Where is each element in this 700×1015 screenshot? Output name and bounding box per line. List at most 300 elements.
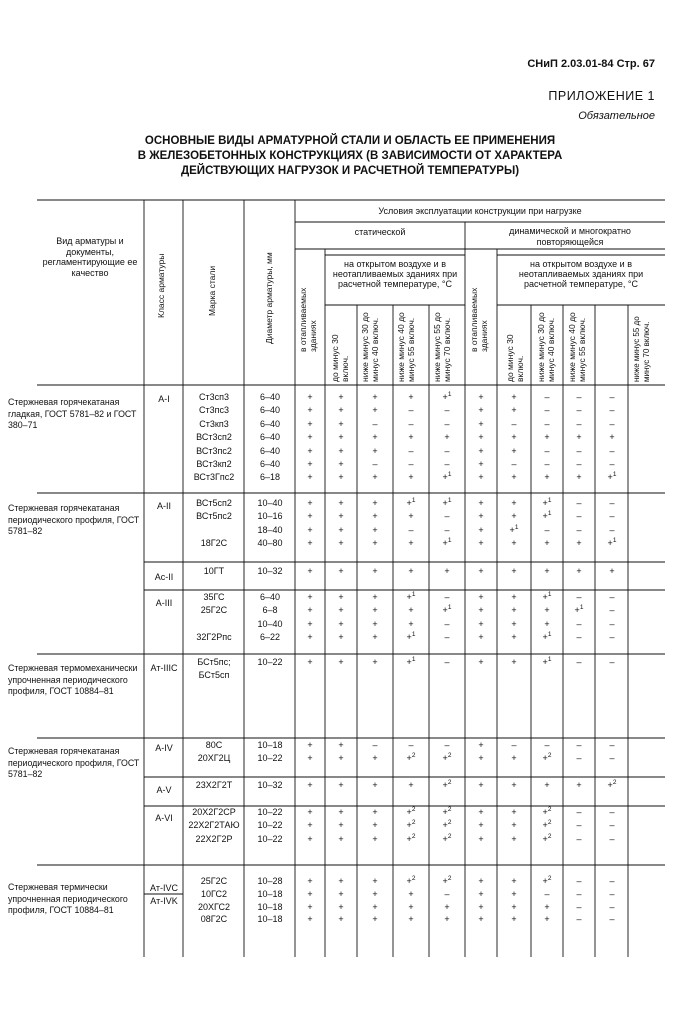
applicability-sign: + xyxy=(408,780,414,790)
applicability-sign: + xyxy=(307,392,313,402)
sign-footnote: 2 xyxy=(547,806,552,813)
title-line-3: ДЕЙСТВУЮЩИХ НАГРУЗОК И РАСЧЕТНОЙ ТЕМПЕРАТУРЫ) xyxy=(180,165,520,177)
applicability-sign: + xyxy=(338,472,344,483)
applicability-sign xyxy=(539,498,555,508)
sign-footnote: 1 xyxy=(447,604,452,612)
sign-footnote: 2 xyxy=(411,819,416,827)
applicability-sign: – xyxy=(444,632,450,643)
applicability-sign: – xyxy=(372,740,378,750)
sign-base: + xyxy=(406,498,412,508)
sign-footnote: 1 xyxy=(411,656,416,663)
applicability-sign: + xyxy=(372,914,378,925)
applicability-sign: – xyxy=(609,820,615,831)
applicability-sign: – xyxy=(576,901,582,912)
applicability-sign: – xyxy=(609,524,615,535)
applicability-sign: + xyxy=(338,459,344,469)
applicability-sign: + xyxy=(544,538,550,549)
sign-footnote: 1 xyxy=(411,631,416,639)
applicability-sign: – xyxy=(609,833,615,844)
applicability-sign: + xyxy=(307,472,313,483)
header-diameter: Диаметр арматуры, мм xyxy=(264,252,274,344)
applicability-sign: – xyxy=(609,459,615,469)
bar-diameter: 6–40 xyxy=(259,445,281,456)
applicability-sign: – xyxy=(576,914,582,925)
applicability-sign: + xyxy=(338,740,344,750)
applicability-sign: – xyxy=(444,459,450,469)
bar-diameter: 6–8 xyxy=(262,605,278,616)
applicability-sign xyxy=(403,498,419,508)
applicability-sign: + xyxy=(408,618,414,629)
applicability-sign: + xyxy=(478,780,484,790)
applicability-sign xyxy=(604,472,620,482)
applicability-sign: + xyxy=(576,432,582,443)
applicability-sign xyxy=(539,592,555,602)
applicability-sign xyxy=(439,876,455,886)
applicability-sign: – xyxy=(544,888,550,899)
applicability-sign: – xyxy=(544,392,550,402)
applicability-sign: + xyxy=(478,418,484,429)
header-conditions: Условия эксплуатации конструкции при нагрузке xyxy=(378,206,582,216)
sign-base: + xyxy=(406,632,412,643)
applicability-sign: – xyxy=(609,392,615,402)
applicability-sign: + xyxy=(511,498,517,508)
sign-base: + xyxy=(542,820,548,831)
applicability-sign: + xyxy=(338,632,344,643)
applicability-sign: – xyxy=(444,592,450,602)
sign-base: + xyxy=(406,657,412,667)
applicability-sign: + xyxy=(338,807,344,817)
applicability-sign: – xyxy=(576,657,582,667)
applicability-sign: + xyxy=(338,605,344,616)
applicability-sign: + xyxy=(478,511,484,522)
applicability-sign: + xyxy=(478,914,484,925)
applicability-sign: – xyxy=(444,418,450,429)
header-heated-static: в отапливаемых зданиях xyxy=(298,287,318,352)
bar-diameter: 6–40 xyxy=(259,392,281,402)
applicability-sign: – xyxy=(544,524,550,535)
applicability-sign: – xyxy=(576,418,582,429)
sign-base: + xyxy=(542,753,548,764)
applicability-sign: + xyxy=(372,876,378,886)
bar-diameter: 10–28 xyxy=(257,876,283,886)
sign-footnote: 2 xyxy=(447,779,452,786)
applicability-sign: – xyxy=(576,405,582,416)
applicability-sign: + xyxy=(307,592,313,602)
applicability-sign: + xyxy=(511,807,517,817)
sign-base: + xyxy=(406,807,412,817)
applicability-sign: – xyxy=(544,459,550,469)
applicability-sign: + xyxy=(338,780,344,790)
applicability-sign: + xyxy=(372,511,378,522)
sign-footnote: 2 xyxy=(547,819,552,827)
bar-diameter: 6–40 xyxy=(259,432,281,443)
applicability-sign: + xyxy=(478,888,484,899)
applicability-sign: – xyxy=(444,511,450,522)
applicability-sign: + xyxy=(338,833,344,844)
applicability-sign: + xyxy=(338,592,344,602)
steel-grade: 80С xyxy=(205,740,223,750)
applicability-sign: + xyxy=(372,605,378,616)
header-temp-7: ниже минус 40 до минус 55 включ. xyxy=(567,312,587,382)
applicability-sign xyxy=(539,657,555,667)
applicability-sign: – xyxy=(444,657,450,667)
applicability-sign: – xyxy=(444,445,450,456)
applicability-sign: – xyxy=(609,405,615,416)
applicability-sign: + xyxy=(338,418,344,429)
applicability-sign: + xyxy=(372,566,378,576)
bar-diameter: 6–40 xyxy=(259,459,281,469)
applicability-sign: + xyxy=(444,432,450,443)
sign-base: + xyxy=(607,780,613,790)
applicability-sign: + xyxy=(478,566,484,576)
applicability-sign xyxy=(539,753,555,763)
applicability-sign: + xyxy=(408,432,414,443)
header-class: Класс арматуры xyxy=(156,253,166,318)
applicability-sign: + xyxy=(338,618,344,629)
applicability-sign xyxy=(539,632,555,642)
applicability-sign: + xyxy=(511,538,517,549)
applicability-sign: + xyxy=(307,459,313,469)
applicability-sign: + xyxy=(307,740,313,750)
applicability-sign: + xyxy=(544,618,550,629)
applicability-sign: + xyxy=(372,524,378,535)
applicability-sign: + xyxy=(511,432,517,443)
applicability-sign: + xyxy=(478,592,484,602)
sign-footnote: 2 xyxy=(447,875,452,882)
applicability-sign: – xyxy=(444,888,450,899)
sign-footnote: 2 xyxy=(447,832,452,840)
applicability-sign xyxy=(604,538,620,548)
applicability-sign: + xyxy=(511,901,517,912)
applicability-sign xyxy=(539,511,555,521)
applicability-sign: + xyxy=(511,405,517,416)
sign-footnote: 2 xyxy=(612,779,617,786)
sign-footnote: 1 xyxy=(547,497,552,504)
applicability-sign: – xyxy=(444,740,450,750)
sign-base: + xyxy=(406,592,412,602)
class-a-vi: A-VI xyxy=(155,813,173,823)
bar-diameter: 10–18 xyxy=(257,901,283,912)
applicability-sign: + xyxy=(338,657,344,667)
applicability-sign: – xyxy=(576,632,582,643)
sign-footnote: 1 xyxy=(612,537,617,545)
header-temp-4: ниже минус 55 до минус 70 включ. xyxy=(432,312,452,382)
sign-base: + xyxy=(442,807,448,817)
applicability-sign: – xyxy=(576,740,582,750)
applicability-sign xyxy=(439,538,455,548)
steel-grade: 20ХГС2 xyxy=(198,901,230,912)
sign-base: + xyxy=(542,833,548,844)
steel-grade: 22Х2Г2ТАЮ xyxy=(188,820,240,831)
applicability-sign: + xyxy=(478,740,484,750)
applicability-sign xyxy=(439,780,455,790)
applicability-sign: + xyxy=(511,605,517,616)
applicability-sign: + xyxy=(478,538,484,549)
bar-diameter: 10–16 xyxy=(257,511,283,522)
sign-footnote: 2 xyxy=(411,806,416,813)
appendix-label: ПРИЛОЖЕНИЕ 1 xyxy=(548,89,655,103)
sign-footnote: 2 xyxy=(411,752,416,760)
applicability-sign: + xyxy=(544,605,550,616)
sign-base: + xyxy=(542,657,548,667)
applicability-sign: + xyxy=(307,498,313,508)
bar-diameter: 10–22 xyxy=(257,657,283,667)
steel-grade: ВСт3кп2 xyxy=(196,459,232,469)
class-a-i: A-I xyxy=(158,394,170,404)
bar-diameter: 40–80 xyxy=(257,538,283,549)
steel-grade: 32Г2Рпс xyxy=(196,632,232,643)
applicability-sign: + xyxy=(372,432,378,443)
applicability-sign: + xyxy=(338,566,344,576)
applicability-sign: + xyxy=(307,780,313,790)
title-line-2: В ЖЕЛЕЗОБЕТОННЫХ КОНСТРУКЦИЯХ (В ЗАВИСИМОСТИ ОТ ХАРАКТЕРА xyxy=(137,150,563,162)
bar-diameter: 10–32 xyxy=(257,780,283,790)
applicability-sign: + xyxy=(372,657,378,667)
steel-grade: ВСт3сп2 xyxy=(196,432,232,443)
sign-base: + xyxy=(542,498,548,508)
sign-footnote: 1 xyxy=(547,631,552,639)
applicability-sign: + xyxy=(372,445,378,456)
applicability-sign: + xyxy=(408,472,414,483)
applicability-sign: – xyxy=(609,807,615,817)
applicability-sign: + xyxy=(511,780,517,790)
class-at-ivk: Ат-IVK xyxy=(150,896,178,906)
applicability-sign: + xyxy=(511,445,517,456)
applicability-sign: + xyxy=(511,888,517,899)
applicability-sign: + xyxy=(338,914,344,925)
applicability-sign: – xyxy=(576,511,582,522)
sign-footnote: 1 xyxy=(447,391,452,398)
sign-footnote: 1 xyxy=(579,604,584,612)
sign-footnote: 1 xyxy=(411,497,416,504)
applicability-sign: + xyxy=(307,566,313,576)
applicability-sign xyxy=(571,605,587,615)
steel-grade: 22Х2Г2Р xyxy=(195,833,233,844)
applicability-sign: – xyxy=(444,524,450,535)
applicability-sign: + xyxy=(408,566,414,576)
applicability-sign: + xyxy=(372,472,378,483)
sign-base: + xyxy=(442,472,448,483)
applicability-sign xyxy=(604,780,620,790)
applicability-sign: – xyxy=(576,888,582,899)
applicability-sign: + xyxy=(307,914,313,925)
bar-diameter: 6–40 xyxy=(259,592,281,602)
applicability-sign: + xyxy=(372,618,378,629)
sign-footnote: 2 xyxy=(447,752,452,760)
applicability-sign xyxy=(439,807,455,817)
applicability-sign: + xyxy=(408,605,414,616)
applicability-sign: – xyxy=(444,618,450,629)
sign-base: + xyxy=(542,632,548,643)
applicability-sign: + xyxy=(307,432,313,443)
header-temp-1: до минус 30 включ. xyxy=(330,334,350,382)
applicability-sign xyxy=(439,472,455,482)
applicability-sign xyxy=(403,876,419,886)
sign-base: + xyxy=(574,605,580,616)
applicability-sign: + xyxy=(408,538,414,549)
bar-diameter: 10–32 xyxy=(257,566,283,576)
applicability-sign: – xyxy=(609,876,615,886)
applicability-sign: + xyxy=(544,566,550,576)
header-static: статической xyxy=(354,227,406,237)
header-temp-3: ниже минус 40 до минус 55 включ. xyxy=(396,312,416,382)
page-reference: СНиП 2.03.01-84 Стр. 67 xyxy=(527,58,655,70)
sign-footnote: 1 xyxy=(514,523,519,531)
class-ac-ii: Ac-II xyxy=(154,572,174,582)
sign-footnote: 2 xyxy=(447,819,452,827)
applicability-sign: – xyxy=(576,833,582,844)
applicability-sign: + xyxy=(478,405,484,416)
applicability-sign: – xyxy=(576,592,582,602)
applicability-sign: – xyxy=(576,807,582,817)
applicability-sign: – xyxy=(576,820,582,831)
sign-base: + xyxy=(442,538,448,549)
bar-diameter: 6–18 xyxy=(259,472,281,483)
applicability-sign xyxy=(439,834,455,844)
applicability-sign xyxy=(439,820,455,830)
sign-base: + xyxy=(509,524,515,535)
applicability-sign: + xyxy=(511,566,517,576)
applicability-sign: + xyxy=(307,632,313,643)
steel-grade: ВСт5сп2 xyxy=(196,498,232,508)
applicability-sign: + xyxy=(372,538,378,549)
applicability-sign: + xyxy=(372,807,378,817)
applicability-sign: – xyxy=(609,592,615,602)
applicability-sign: + xyxy=(307,888,313,899)
applicability-sign: – xyxy=(511,459,517,469)
sign-base: + xyxy=(442,820,448,831)
applicability-sign: + xyxy=(372,833,378,844)
applicability-sign: – xyxy=(408,418,414,429)
applicability-sign: – xyxy=(609,657,615,667)
applicability-sign: + xyxy=(511,820,517,831)
sign-base: + xyxy=(442,498,448,508)
applicability-sign: – xyxy=(609,618,615,629)
applicability-sign: + xyxy=(408,914,414,925)
applicability-sign: + xyxy=(511,472,517,483)
applicability-sign: + xyxy=(511,833,517,844)
applicability-sign: – xyxy=(576,753,582,764)
applicability-sign: + xyxy=(307,405,313,416)
applicability-sign xyxy=(506,525,522,535)
applicability-sign: + xyxy=(544,901,550,912)
applicability-sign xyxy=(403,753,419,763)
sign-footnote: 2 xyxy=(411,832,416,840)
sign-base: + xyxy=(542,807,548,817)
sign-base: + xyxy=(406,753,412,764)
applicability-sign: + xyxy=(338,538,344,549)
sign-footnote: 2 xyxy=(547,752,552,760)
class-a-iv: A-IV xyxy=(155,743,173,753)
applicability-sign: + xyxy=(307,833,313,844)
applicability-sign xyxy=(403,657,419,667)
sign-base: + xyxy=(406,820,412,831)
sign-base: + xyxy=(442,780,448,790)
steel-grade: 20Х2Г2СР xyxy=(192,807,236,817)
applicability-sign: + xyxy=(408,888,414,899)
bar-diameter: 10–40 xyxy=(257,618,283,629)
steel-grade: 25Г2С xyxy=(200,876,228,886)
header-kind: Вид арматуры и документы, регламентирующие ее качество xyxy=(42,236,138,278)
steel-grade: БСт5сп xyxy=(198,670,230,681)
applicability-sign: + xyxy=(544,780,550,790)
applicability-sign: + xyxy=(338,901,344,912)
applicability-sign: + xyxy=(478,807,484,817)
applicability-sign xyxy=(403,632,419,642)
applicability-sign: + xyxy=(307,753,313,764)
applicability-sign: – xyxy=(372,418,378,429)
header-temp-8: ниже минус 55 до минус 70 включ. xyxy=(632,316,651,382)
applicability-sign: – xyxy=(609,445,615,456)
applicability-sign: + xyxy=(478,524,484,535)
sign-footnote: 1 xyxy=(547,510,552,518)
applicability-sign: + xyxy=(307,876,313,886)
applicability-sign: – xyxy=(544,418,550,429)
applicability-sign: – xyxy=(576,524,582,535)
steel-grade: Ст3пс3 xyxy=(198,405,229,416)
header-temp-2: ниже минус 30 до минус 40 включ. xyxy=(360,312,380,382)
applicability-sign xyxy=(403,592,419,602)
applicability-sign: + xyxy=(478,618,484,629)
header-grade: Марка стали xyxy=(207,265,217,316)
applicability-sign: + xyxy=(478,472,484,483)
sign-base: + xyxy=(542,511,548,522)
applicability-sign xyxy=(539,876,555,886)
sign-base: + xyxy=(542,592,548,602)
class-a-iii: A-III xyxy=(155,598,173,608)
applicability-sign: + xyxy=(307,605,313,616)
header-temp-6: ниже минус 30 до минус 40 включ. xyxy=(536,312,556,382)
applicability-sign: – xyxy=(544,405,550,416)
applicability-sign: – xyxy=(609,753,615,764)
applicability-sign: – xyxy=(576,498,582,508)
applicability-sign: – xyxy=(609,888,615,899)
applicability-sign: – xyxy=(609,418,615,429)
applicability-sign: + xyxy=(307,820,313,831)
sign-base: + xyxy=(542,876,548,886)
applicability-sign: + xyxy=(338,888,344,899)
applicability-sign: + xyxy=(338,498,344,508)
applicability-sign xyxy=(403,807,419,817)
applicability-sign xyxy=(403,820,419,830)
applicability-sign: + xyxy=(338,445,344,456)
header-outdoor-static: на открытом воздухе и в неотапливаемых зданиях при расчетной температуре, °С xyxy=(332,259,458,289)
sign-footnote: 1 xyxy=(447,537,452,545)
class-a-ii: A-II xyxy=(156,501,171,511)
kind-thermal: Стержневая термически упрочненная периодического профиля, ГОСТ 10884–81 xyxy=(8,882,128,916)
applicability-sign: + xyxy=(338,820,344,831)
applicability-sign: + xyxy=(372,392,378,402)
sign-base: + xyxy=(442,876,448,886)
applicability-sign xyxy=(439,498,455,508)
header-temp-5: до минус 30 включ. xyxy=(505,334,525,382)
bar-diameter: 6–22 xyxy=(259,632,281,643)
applicability-sign: – xyxy=(408,445,414,456)
kind-hot-rolled-periodic: Стержневая горячекатаная периодического профиля, ГОСТ 5781–82 xyxy=(8,503,140,537)
applicability-sign: + xyxy=(511,632,517,643)
applicability-sign: + xyxy=(478,753,484,764)
applicability-sign: – xyxy=(408,524,414,535)
applicability-sign: + xyxy=(338,876,344,886)
applicability-sign: – xyxy=(576,392,582,402)
applicability-sign: – xyxy=(609,901,615,912)
applicability-sign: + xyxy=(372,901,378,912)
kind-hot-rolled-periodic-2: Стержневая горячекатаная периодического профиля, ГОСТ 5781–82 xyxy=(8,746,140,780)
applicability-sign: + xyxy=(576,472,582,483)
applicability-sign: + xyxy=(511,657,517,667)
applicability-sign: + xyxy=(444,566,450,576)
applicability-sign: + xyxy=(338,511,344,522)
